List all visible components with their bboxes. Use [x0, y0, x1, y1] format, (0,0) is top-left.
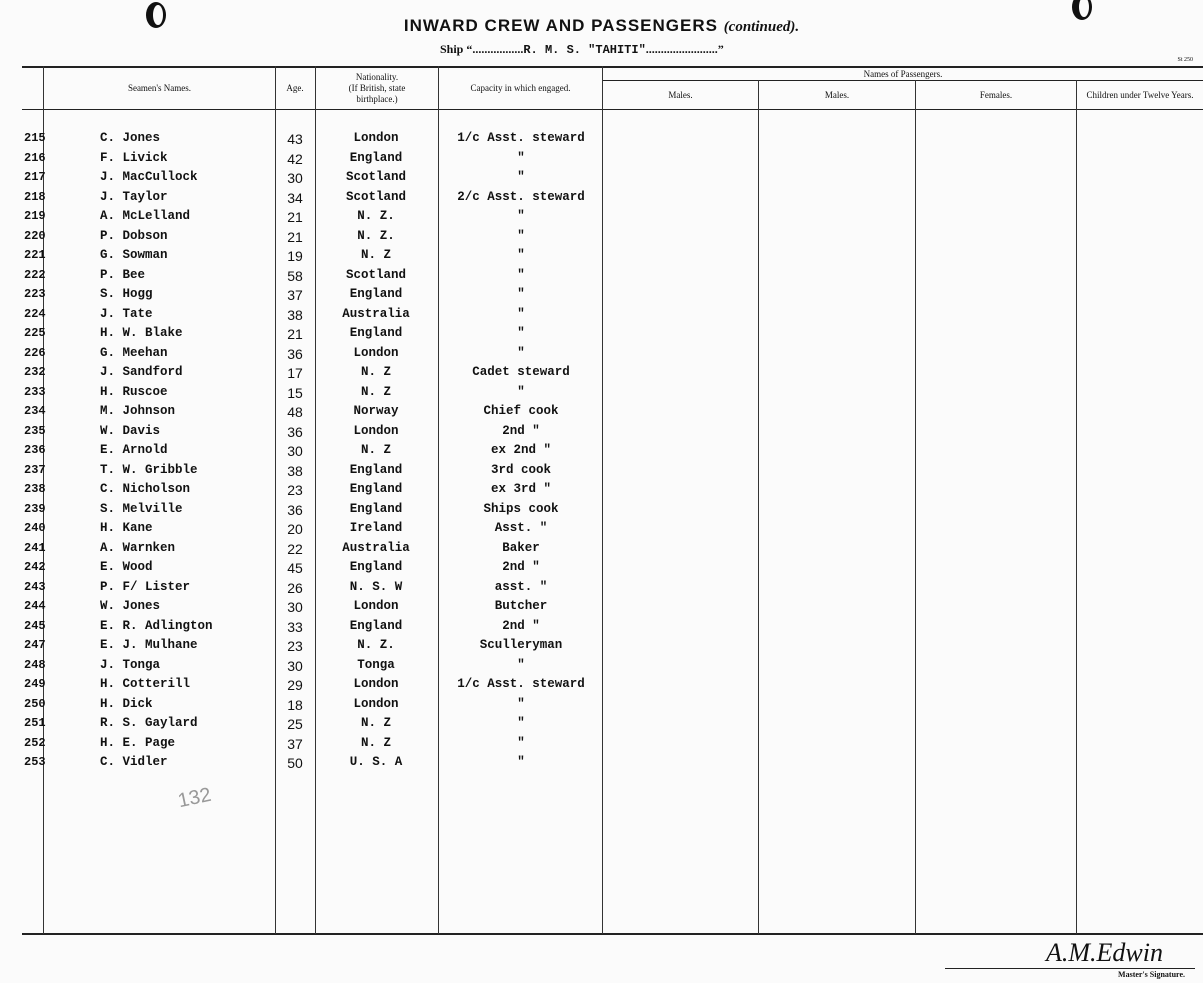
- seaman-capacity: 2nd ": [502, 424, 540, 438]
- header-bottom-rule: [22, 109, 1203, 110]
- seaman-nationality: N. Z: [360, 736, 391, 750]
- seaman-capacity: ": [517, 755, 525, 769]
- header-seamen-names: Seamen's Names.: [127, 83, 192, 93]
- pencil-note: 132: [175, 783, 214, 813]
- seaman-age: 30: [287, 658, 303, 674]
- seaman-nationality: England: [349, 151, 403, 165]
- seaman-capacity: Butcher: [494, 599, 548, 613]
- form-number: St 250: [1177, 57, 1193, 63]
- seaman-capacity: Chief cook: [483, 404, 559, 418]
- seaman-age: 21: [287, 229, 303, 245]
- row-number: 249: [24, 677, 46, 691]
- seaman-capacity: ": [517, 716, 525, 730]
- seaman-capacity: ": [517, 151, 525, 165]
- row-number: 222: [24, 268, 46, 282]
- seaman-capacity: ": [517, 209, 525, 223]
- row-number: 248: [24, 658, 46, 672]
- seaman-age: 48: [287, 404, 303, 420]
- seaman-age: 37: [287, 736, 303, 752]
- seaman-name: P. Bee: [100, 268, 146, 282]
- seaman-capacity: Baker: [502, 541, 540, 555]
- row-number: 250: [24, 697, 46, 711]
- seaman-capacity: ": [517, 658, 525, 672]
- seaman-age: 17: [287, 365, 303, 381]
- seaman-nationality: London: [353, 677, 399, 691]
- row-number: 220: [24, 229, 46, 243]
- table-row: [0, 385, 1203, 404]
- table-row: [0, 560, 1203, 579]
- table-row: [0, 463, 1203, 482]
- seaman-age: 20: [287, 521, 303, 537]
- row-number: 243: [24, 580, 46, 594]
- table-row: [0, 307, 1203, 326]
- seaman-capacity: ": [517, 346, 525, 360]
- table-row: [0, 346, 1203, 365]
- table-row: [0, 190, 1203, 209]
- table-row: [0, 209, 1203, 228]
- seaman-name: H. W. Blake: [100, 326, 183, 340]
- seaman-age: 43: [287, 131, 303, 147]
- header-males-1: Males.: [668, 90, 693, 100]
- seaman-name: J. MacCullock: [100, 170, 198, 184]
- seaman-nationality: N. Z: [360, 365, 391, 379]
- seaman-name: J. Tonga: [100, 658, 161, 672]
- seaman-nationality: U. S. A: [349, 755, 403, 769]
- seaman-nationality: Australia: [342, 541, 410, 555]
- header-passengers: Names of Passengers.: [863, 69, 943, 79]
- seaman-capacity: Cadet steward: [472, 365, 570, 379]
- seaman-age: 33: [287, 619, 303, 635]
- seaman-age: 25: [287, 716, 303, 732]
- table-row: [0, 170, 1203, 189]
- seaman-name: C. Jones: [100, 131, 161, 145]
- seaman-capacity: 1/c Asst. steward: [457, 131, 585, 145]
- header-children: Children under Twelve Years.: [1086, 90, 1194, 100]
- row-number: 223: [24, 287, 46, 301]
- header-males-2: Males.: [824, 90, 850, 100]
- row-number: 244: [24, 599, 46, 613]
- seaman-age: 30: [287, 170, 303, 186]
- seaman-age: 36: [287, 346, 303, 362]
- table-row: [0, 541, 1203, 560]
- header-capacity: Capacity in which engaged.: [470, 83, 571, 93]
- seaman-age: 58: [287, 268, 303, 284]
- seaman-nationality: Scotland: [345, 268, 406, 282]
- row-number: 226: [24, 346, 46, 360]
- seaman-capacity: ": [517, 287, 525, 301]
- seaman-capacity: ": [517, 736, 525, 750]
- seaman-age: 42: [287, 151, 303, 167]
- seaman-name: S. Melville: [100, 502, 183, 516]
- seaman-nationality: Australia: [342, 307, 410, 321]
- seaman-nationality: London: [353, 346, 399, 360]
- seaman-nationality: Tonga: [357, 658, 395, 672]
- table-row: [0, 580, 1203, 599]
- table-row: [0, 326, 1203, 345]
- seaman-capacity: ex 3rd ": [490, 482, 551, 496]
- seaman-nationality: Norway: [353, 404, 399, 418]
- row-number: 236: [24, 443, 46, 457]
- table-row: [0, 755, 1203, 774]
- seaman-capacity: 2nd ": [502, 560, 540, 574]
- seaman-age: 38: [287, 463, 303, 479]
- table-row: [0, 151, 1203, 170]
- row-number: 251: [24, 716, 46, 730]
- table-row: [0, 658, 1203, 677]
- seaman-capacity: ": [517, 170, 525, 184]
- seaman-name: H. Cotterill: [100, 677, 191, 691]
- seaman-nationality: England: [349, 482, 403, 496]
- seaman-nationality: London: [353, 599, 399, 613]
- seaman-age: 36: [287, 424, 303, 440]
- seaman-capacity: Ships cook: [483, 502, 559, 516]
- seaman-nationality: N. Z: [360, 385, 391, 399]
- seaman-capacity: 1/c Asst. steward: [457, 677, 585, 691]
- seaman-age: 29: [287, 677, 303, 693]
- table-row: [0, 229, 1203, 248]
- seaman-age: 36: [287, 502, 303, 518]
- row-number: 224: [24, 307, 46, 321]
- seaman-capacity: 2nd ": [502, 619, 540, 633]
- header-nationality: Nationality. (If British, state birthplace.): [348, 72, 406, 104]
- seaman-name: H. Dick: [100, 697, 153, 711]
- table-row: [0, 502, 1203, 521]
- seaman-capacity: 3rd cook: [490, 463, 551, 477]
- row-number: 240: [24, 521, 46, 535]
- row-number: 238: [24, 482, 46, 496]
- table-row: [0, 248, 1203, 267]
- seaman-capacity: ": [517, 248, 525, 262]
- seaman-capacity: asst. ": [494, 580, 548, 594]
- seaman-name: C. Nicholson: [100, 482, 191, 496]
- seaman-nationality: England: [349, 502, 403, 516]
- seaman-age: 21: [287, 209, 303, 225]
- seaman-capacity: ": [517, 697, 525, 711]
- seaman-nationality: England: [349, 619, 403, 633]
- seaman-nationality: London: [353, 131, 399, 145]
- row-number: 215: [24, 131, 46, 145]
- seaman-name: H. Ruscoe: [100, 385, 168, 399]
- table-row: [0, 521, 1203, 540]
- seaman-age: 23: [287, 482, 303, 498]
- seaman-name: C. Vidler: [100, 755, 168, 769]
- seaman-name: W. Davis: [100, 424, 161, 438]
- table-row: [0, 677, 1203, 696]
- seaman-nationality: England: [349, 287, 403, 301]
- seaman-nationality: England: [349, 326, 403, 340]
- seaman-name: M. Johnson: [100, 404, 176, 418]
- seaman-nationality: London: [353, 424, 399, 438]
- table-row: [0, 404, 1203, 423]
- seaman-nationality: England: [349, 560, 403, 574]
- table-bottom-rule: [22, 933, 1203, 935]
- seaman-nationality: N. Z: [360, 716, 391, 730]
- ship-name: R. M. S. "TAHITI": [523, 43, 646, 57]
- seaman-nationality: N. Z.: [357, 209, 395, 223]
- seaman-name: P. Dobson: [100, 229, 168, 243]
- seaman-capacity: Asst. ": [494, 521, 548, 535]
- table-row: [0, 716, 1203, 735]
- seaman-age: 18: [287, 697, 303, 713]
- seaman-capacity: ": [517, 268, 525, 282]
- seaman-capacity: Sculleryman: [479, 638, 563, 652]
- seaman-age: 45: [287, 560, 303, 576]
- seaman-name: A. Warnken: [100, 541, 176, 555]
- seaman-name: J. Tate: [100, 307, 153, 321]
- passengers-subheader-rule: [602, 80, 1203, 81]
- seaman-age: 34: [287, 190, 303, 206]
- seaman-nationality: Ireland: [349, 521, 403, 535]
- table-row: [0, 443, 1203, 462]
- seaman-nationality: N. S. W: [349, 580, 403, 594]
- table-row: [0, 268, 1203, 287]
- seaman-name: E. Wood: [100, 560, 153, 574]
- seaman-nationality: N. Z.: [357, 229, 395, 243]
- seaman-capacity: ": [517, 229, 525, 243]
- seaman-name: E. J. Mulhane: [100, 638, 198, 652]
- seaman-capacity: ": [517, 385, 525, 399]
- seaman-name: T. W. Gribble: [100, 463, 198, 477]
- seaman-age: 19: [287, 248, 303, 264]
- seaman-age: 15: [287, 385, 303, 401]
- master-signature: A.M.Edwin: [1046, 938, 1163, 967]
- signature-caption: Master's Signature.: [1118, 970, 1185, 979]
- seaman-name: S. Hogg: [100, 287, 153, 301]
- signature-rule: [945, 968, 1195, 969]
- seaman-nationality: N. Z.: [357, 638, 395, 652]
- seaman-nationality: England: [349, 463, 403, 477]
- row-number: 235: [24, 424, 46, 438]
- row-number: 218: [24, 190, 46, 204]
- seaman-age: 50: [287, 755, 303, 771]
- table-row: [0, 619, 1203, 638]
- seaman-nationality: Scotland: [345, 170, 406, 184]
- seaman-name: W. Jones: [100, 599, 161, 613]
- row-number: 232: [24, 365, 46, 379]
- row-number: 245: [24, 619, 46, 633]
- seaman-name: E. Arnold: [100, 443, 168, 457]
- seaman-capacity: ": [517, 326, 525, 340]
- seaman-name: P. F/ Lister: [100, 580, 191, 594]
- seaman-nationality: Scotland: [345, 190, 406, 204]
- seaman-capacity: ": [517, 307, 525, 321]
- table-row: [0, 736, 1203, 755]
- table-row: [0, 638, 1203, 657]
- row-number: 225: [24, 326, 46, 340]
- seaman-nationality: N. Z: [360, 248, 391, 262]
- row-number: 253: [24, 755, 46, 769]
- row-number: 247: [24, 638, 46, 652]
- header-females: Females.: [979, 90, 1013, 100]
- seaman-age: 30: [287, 599, 303, 615]
- seaman-name: J. Sandford: [100, 365, 183, 379]
- table-row: [0, 365, 1203, 384]
- seaman-name: H. E. Page: [100, 736, 176, 750]
- seaman-nationality: London: [353, 697, 399, 711]
- table-row: [0, 424, 1203, 443]
- row-number: 219: [24, 209, 46, 223]
- row-number: 239: [24, 502, 46, 516]
- row-number: 233: [24, 385, 46, 399]
- seaman-age: 23: [287, 638, 303, 654]
- page-title: INWARD CREW AND PASSENGERS (continued).: [403, 16, 800, 35]
- seaman-name: F. Livick: [100, 151, 168, 165]
- seaman-name: E. R. Adlington: [100, 619, 213, 633]
- seaman-name: R. S. Gaylard: [100, 716, 198, 730]
- row-number: 217: [24, 170, 46, 184]
- table-row: [0, 287, 1203, 306]
- table-row: [0, 599, 1203, 618]
- seaman-age: 38: [287, 307, 303, 323]
- seaman-name: G. Meehan: [100, 346, 168, 360]
- seaman-capacity: 2/c Asst. steward: [457, 190, 585, 204]
- table-top-rule: [22, 66, 1203, 68]
- row-number: 242: [24, 560, 46, 574]
- row-number: 216: [24, 151, 46, 165]
- seaman-name: G. Sowman: [100, 248, 168, 262]
- table-row: [0, 482, 1203, 501]
- row-number: 234: [24, 404, 46, 418]
- table-row: [0, 131, 1203, 150]
- seaman-nationality: N. Z: [360, 443, 391, 457]
- seaman-age: 37: [287, 287, 303, 303]
- row-number: 221: [24, 248, 46, 262]
- seaman-name: J. Taylor: [100, 190, 168, 204]
- seaman-age: 30: [287, 443, 303, 459]
- seaman-name: H. Kane: [100, 521, 153, 535]
- seaman-age: 22: [287, 541, 303, 557]
- row-number: 252: [24, 736, 46, 750]
- seaman-capacity: ex 2nd ": [490, 443, 551, 457]
- ship-line: Ship “.................R. M. S. "TAHITI"........................”: [440, 42, 724, 57]
- seaman-name: A. McLelland: [100, 209, 191, 223]
- header-age: Age.: [286, 83, 304, 93]
- seaman-age: 21: [287, 326, 303, 342]
- seaman-age: 26: [287, 580, 303, 596]
- row-number: 237: [24, 463, 46, 477]
- row-number: 241: [24, 541, 46, 555]
- table-row: [0, 697, 1203, 716]
